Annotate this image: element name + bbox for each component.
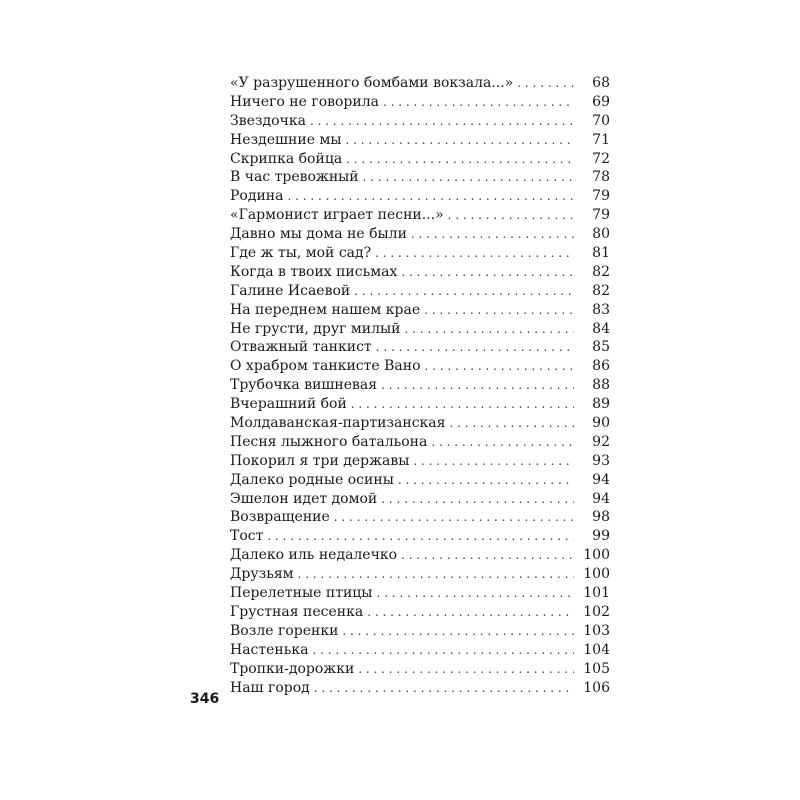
toc-entry (230, 338, 610, 357)
dot-leader (401, 263, 574, 282)
dot-leader (310, 112, 574, 131)
toc-entry-title: Давно мы дома не были (230, 226, 407, 243)
toc-entry-page: 68 (592, 75, 610, 91)
toc-entry-page: 90 (592, 415, 610, 432)
toc-entry-page: 94 (592, 490, 610, 507)
dot-leader (448, 206, 574, 225)
toc-entry (230, 244, 610, 263)
toc-entry-page: 71 (592, 131, 610, 148)
dot-leader (381, 376, 574, 395)
toc-entry-page: 78 (592, 169, 610, 186)
dot-leader (383, 93, 574, 112)
toc-entry (230, 641, 610, 660)
toc-entry-page: 92 (592, 433, 610, 450)
toc-entry-title: Скрипка бойца (230, 150, 343, 167)
toc-entry-title: Молдаванская-партизанская (230, 415, 446, 432)
dot-leader (367, 603, 574, 622)
toc-entry-page: 103 (583, 622, 610, 639)
toc-entry-page: 84 (592, 320, 610, 337)
toc-entry-title: Вчерашний бой (230, 396, 347, 413)
toc-entry-title: «У разрушенного бомбами вокзала...» (230, 75, 514, 91)
toc-entry-title: Трубочка вишневая (230, 377, 378, 394)
toc-entry-page: 70 (592, 112, 610, 129)
toc-entry-page: 83 (592, 301, 610, 318)
toc-entry-title: Тропки-дорожки (230, 660, 355, 677)
toc-entry-page: 88 (592, 377, 610, 394)
dot-leader (413, 452, 574, 471)
toc-entry-title: Грустная песенка (230, 603, 364, 620)
toc-entry (230, 603, 610, 622)
toc-entry-title: Где ж ты, мой сад? (230, 245, 372, 262)
dot-leader (312, 641, 574, 660)
toc-entry-title: Эшелон идет домой (230, 490, 378, 507)
toc-entry (230, 452, 610, 471)
toc-entry-title: Тост (230, 528, 264, 545)
toc-entry-page: 69 (592, 93, 610, 110)
dot-leader (431, 433, 574, 452)
dot-leader (401, 546, 574, 565)
toc-entry (230, 263, 610, 282)
toc-entry-page: 94 (592, 471, 610, 488)
toc-entry-page: 99 (592, 528, 610, 545)
dot-leader (517, 74, 574, 93)
toc-entry-page: 80 (592, 226, 610, 243)
toc-entry (230, 490, 610, 509)
toc-entry (230, 527, 610, 546)
toc-entry (230, 622, 610, 641)
toc-entry-page: 104 (583, 641, 610, 658)
toc-entry-page: 86 (592, 358, 610, 375)
toc-entry (230, 301, 610, 320)
toc-entry (230, 376, 610, 395)
toc-entry-page: 98 (592, 509, 610, 526)
toc-entry (230, 584, 610, 603)
toc-entry (230, 112, 610, 131)
toc-entry-title: На переднем нашем крае (230, 301, 421, 318)
dot-leader (376, 584, 574, 603)
dot-leader (298, 565, 574, 584)
toc-entry-title: Далеко иль недалечко (230, 547, 398, 564)
toc-entry-title: Галине Исаевой (230, 282, 351, 299)
toc-entry-page: 100 (583, 566, 610, 583)
dot-leader (354, 282, 574, 301)
toc-entry-page: 102 (583, 603, 610, 620)
dot-leader (358, 660, 574, 679)
dot-leader (425, 357, 574, 376)
toc-entry-page: 101 (583, 585, 610, 602)
toc-entry (230, 508, 610, 527)
toc-entry-page: 89 (592, 396, 610, 413)
dot-leader (334, 508, 574, 527)
toc-entry (230, 168, 610, 187)
dot-leader (405, 320, 575, 339)
toc-entry-title: Далеко родные осины (230, 471, 394, 488)
toc-entry-title: Звездочка (230, 112, 306, 129)
dot-leader (376, 338, 574, 357)
table-of-contents (230, 74, 610, 697)
toc-entry-page: 106 (583, 679, 610, 696)
toc-entry (230, 565, 610, 584)
toc-entry-title: Друзьям (230, 566, 294, 583)
toc-entry-title: Песня лыжного батальона (230, 433, 428, 450)
toc-entry-title: В час тревожный (230, 169, 359, 186)
toc-entry-page: 82 (592, 282, 610, 299)
toc-entry-title: О храбром танкисте Вано (230, 358, 421, 375)
toc-entry-title: Возвращение (230, 509, 330, 526)
page-number: 346 (190, 691, 220, 707)
toc-entry-title: Наш город (230, 679, 310, 696)
toc-entry (230, 546, 610, 565)
dot-leader (375, 244, 574, 263)
toc-entry (230, 357, 610, 376)
toc-entry (230, 471, 610, 490)
toc-entry (230, 282, 610, 301)
toc-entry-title: Возле горенки (230, 622, 339, 639)
toc-entry (230, 679, 610, 698)
toc-entry-title: Когда в твоих письмах (230, 263, 398, 280)
toc-entry-title: Ничего не говорила (230, 93, 379, 110)
toc-entry-page: 72 (592, 150, 610, 167)
toc-entry (230, 225, 610, 244)
toc-entry (230, 660, 610, 679)
toc-entry-title: Нездешние мы (230, 131, 342, 148)
toc-entry-page: 85 (592, 339, 610, 356)
dot-leader (345, 131, 574, 150)
toc-entry (230, 206, 610, 225)
toc-entry (230, 74, 610, 93)
toc-entry-title: Настенька (230, 641, 309, 658)
toc-entry-page: 82 (592, 263, 610, 280)
toc-entry (230, 414, 610, 433)
toc-entry-title: Родина (230, 188, 284, 205)
toc-entry-page: 93 (592, 452, 610, 469)
toc-entry (230, 395, 610, 414)
dot-leader (351, 395, 574, 414)
dot-leader (287, 187, 574, 206)
dot-leader (381, 490, 574, 509)
dot-leader (411, 225, 574, 244)
toc-entry-page: 100 (583, 547, 610, 564)
toc-entry-title: Перелетные птицы (230, 585, 373, 602)
toc-entry-page: 105 (583, 660, 610, 677)
dot-leader (424, 301, 574, 320)
toc-entry-title: Не грусти, друг милый (230, 320, 401, 337)
toc-entry (230, 131, 610, 150)
toc-entry (230, 150, 610, 169)
dot-leader (346, 150, 574, 169)
dot-leader (342, 622, 574, 641)
toc-entry-page: 81 (592, 245, 610, 262)
dot-leader (267, 527, 574, 546)
toc-entry (230, 187, 610, 206)
toc-entry (230, 320, 610, 339)
toc-entry-page: 79 (592, 188, 610, 205)
toc-entry (230, 93, 610, 112)
toc-entry-title: Отважный танкист (230, 339, 372, 356)
dot-leader (449, 414, 574, 433)
toc-entry-title: Покорил я три державы (230, 452, 410, 469)
toc-entry (230, 433, 610, 452)
dot-leader (363, 168, 574, 187)
toc-entry-title: «Гармонист играет песни...» (230, 207, 444, 224)
toc-entry-page: 79 (592, 207, 610, 224)
dot-leader (314, 679, 574, 698)
dot-leader (398, 471, 574, 490)
